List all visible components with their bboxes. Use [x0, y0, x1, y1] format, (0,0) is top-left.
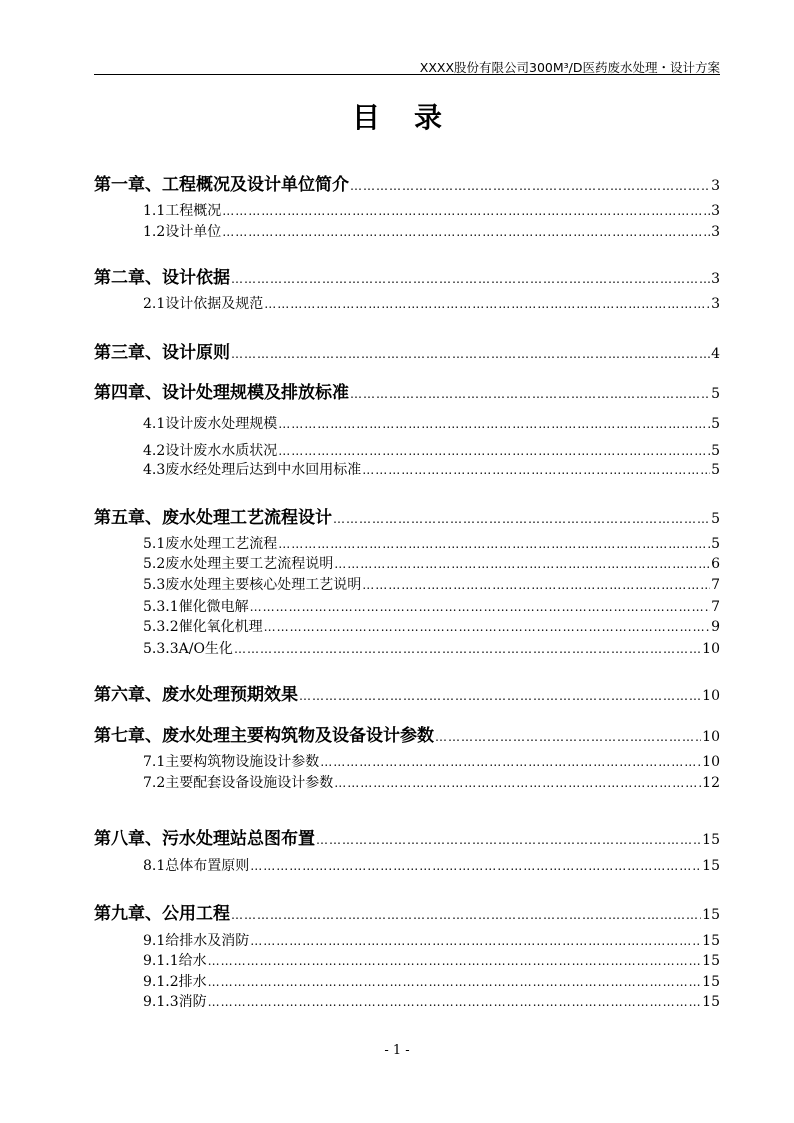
toc-entry-label: 第四章、设计处理规模及排放标准: [94, 383, 349, 403]
toc-entry-label: 主要构筑物设施设计参数: [165, 754, 320, 770]
toc-page-number: 3: [711, 224, 720, 240]
toc-page-number: 7: [711, 599, 720, 615]
toc-entry-label: 催化微电解: [178, 599, 249, 615]
toc-entry-number: 9.1.2: [143, 974, 179, 990]
toc-page-number: 10: [702, 688, 720, 704]
dot-leader: [231, 272, 710, 286]
toc-chapter-entry[interactable]: [94, 338, 720, 363]
toc-entry-number: 5.3: [143, 577, 166, 593]
toc-chapter-entry[interactable]: [94, 899, 720, 924]
toc-page-number: 10: [702, 729, 720, 745]
toc-page-number: 5: [711, 443, 720, 459]
toc-page-number: 10: [702, 641, 720, 657]
toc-section-entry[interactable]: [143, 440, 720, 460]
toc-page-number: 3: [711, 178, 720, 194]
toc-page-number: 3: [711, 296, 720, 312]
toc-chapter-entry[interactable]: [94, 263, 720, 288]
toc-chapter-entry[interactable]: [94, 824, 720, 849]
toc-section-entry[interactable]: [143, 930, 720, 950]
toc-page-number: 12: [702, 775, 720, 791]
toc-section-entry[interactable]: [143, 200, 720, 220]
toc-entry-label: 第五章、废水处理工艺流程设计: [94, 508, 332, 528]
toc-entry-number: 9.1.3: [143, 994, 179, 1010]
toc-section-entry[interactable]: [143, 950, 720, 970]
toc-entry-label: 废水处理工艺流程: [165, 536, 278, 552]
toc-page-number: 5: [711, 536, 720, 552]
toc-entry-label: 第九章、公用工程: [94, 904, 230, 924]
toc-entry-label: 主要配套设备设施设计参数: [165, 775, 334, 791]
toc-section-entry[interactable]: [143, 772, 720, 792]
toc-entry-label: 给排水及消防: [165, 933, 250, 949]
running-header: XXXX股份有限公司300M³/D医药废水处理・设计方案: [419, 60, 720, 75]
toc-section-entry[interactable]: [143, 616, 720, 636]
toc-entry-label: 第七章、废水处理主要构筑物及设备设计参数: [94, 726, 434, 746]
toc-page-number: 3: [711, 203, 720, 219]
dot-leader: [316, 833, 701, 847]
dot-leader: [250, 600, 710, 614]
toc-chapter-entry[interactable]: [94, 503, 720, 528]
toc-entry-number: 1.1: [143, 203, 166, 219]
toc-section-entry[interactable]: [143, 293, 720, 313]
toc-entry-label: 废水经处理后达到中水回用标准: [165, 462, 362, 478]
toc-entry-number: 5.3.2: [143, 619, 179, 635]
toc-section-entry[interactable]: [143, 971, 720, 991]
toc-section-entry[interactable]: [143, 553, 720, 573]
toc-chapter-entry[interactable]: [94, 680, 720, 705]
toc-section-entry[interactable]: [143, 596, 720, 616]
toc-entry-number: 5.3.3: [143, 641, 179, 657]
toc-page-number: 15: [702, 953, 720, 969]
toc-entry-number: 7.1: [143, 754, 166, 770]
toc-page-number: 5: [711, 416, 720, 432]
toc-section-entry[interactable]: [143, 638, 720, 658]
toc-entry-label: 给水: [178, 953, 207, 969]
toc-page-number: 7: [711, 577, 720, 593]
toc-page-number: 15: [702, 907, 720, 923]
toc-entry-number: 9.1.1: [143, 953, 179, 969]
toc-page-number: 5: [711, 511, 720, 527]
toc-entry-label: 第六章、废水处理预期效果: [94, 685, 298, 705]
toc-entry-number: 4.3: [143, 462, 166, 478]
toc-section-entry[interactable]: [143, 751, 720, 771]
toc-page-number: 9: [711, 619, 720, 635]
dot-leader: [264, 297, 710, 311]
toc-entry-number: 5.1: [143, 536, 166, 552]
page-number: - 1 -: [384, 1043, 410, 1058]
toc-entry-label: 第八章、污水处理站总图布置: [94, 829, 315, 849]
toc-section-entry[interactable]: [143, 855, 720, 875]
toc-title: 目录: [351, 101, 476, 134]
dot-leader: [231, 347, 710, 361]
toc-entry-label: 设计废水水质状况: [165, 443, 278, 459]
dot-leader: [362, 578, 710, 592]
toc-page-number: 15: [702, 832, 720, 848]
toc-section-entry[interactable]: [143, 459, 720, 479]
toc-entry-label: 排水: [178, 974, 207, 990]
dot-leader: [208, 975, 702, 989]
toc-page-number: 15: [702, 994, 720, 1010]
toc-entry-number: 7.2: [143, 775, 166, 791]
dot-leader: [350, 387, 710, 401]
toc-entry-label: 第三章、设计原则: [94, 343, 230, 363]
toc-page-number: 6: [711, 556, 720, 572]
dot-leader: [333, 512, 710, 526]
toc-entry-number: 5.3.1: [143, 599, 179, 615]
toc-page-number: 5: [711, 386, 720, 402]
toc-section-entry[interactable]: [143, 574, 720, 594]
toc-entry-label: A/O生化: [178, 641, 233, 657]
toc-page-number: 15: [702, 974, 720, 990]
toc-entry-label: 消防: [178, 994, 207, 1010]
dot-leader: [278, 417, 710, 431]
toc-page-number: 4: [711, 346, 720, 362]
dot-leader: [278, 537, 710, 551]
toc-entry-label: 工程概况: [165, 203, 222, 219]
dot-leader: [234, 642, 701, 656]
dot-leader: [250, 859, 701, 873]
toc-entry-label: 第一章、工程概况及设计单位简介: [94, 175, 349, 195]
dot-leader: [250, 934, 701, 948]
dot-leader: [231, 908, 701, 922]
dot-leader: [208, 954, 702, 968]
dot-leader: [350, 179, 710, 193]
toc-section-entry[interactable]: [143, 533, 720, 553]
toc-entry-label: 设计废水处理规模: [165, 416, 278, 432]
toc-entry-number: 2.1: [143, 296, 166, 312]
dot-leader: [208, 995, 702, 1009]
toc-entry-label: 废水处理主要工艺流程说明: [165, 556, 334, 572]
dot-leader: [362, 463, 710, 477]
dot-leader: [222, 204, 710, 218]
toc-chapter-entry[interactable]: [94, 721, 720, 746]
toc-entry-number: 1.2: [143, 224, 166, 240]
toc-entry-label: 废水处理主要核心处理工艺说明: [165, 577, 362, 593]
toc-page-number: 3: [711, 271, 720, 287]
toc-chapter-entry[interactable]: [94, 378, 720, 403]
toc-page-number: 15: [702, 858, 720, 874]
toc-section-entry[interactable]: [143, 991, 720, 1011]
dot-leader: [334, 557, 710, 571]
toc-entry-number: 4.1: [143, 416, 166, 432]
dot-leader: [320, 755, 701, 769]
toc-entry-label: 设计依据及规范: [165, 296, 264, 312]
dot-leader: [264, 620, 710, 634]
toc-section-entry[interactable]: [143, 221, 720, 241]
toc-entry-number: 5.2: [143, 556, 166, 572]
toc-entry-label: 设计单位: [165, 224, 222, 240]
dot-leader: [299, 689, 701, 703]
toc-entry-number: 8.1: [143, 858, 166, 874]
toc-entry-label: 催化氧化机理: [178, 619, 263, 635]
dot-leader: [222, 225, 710, 239]
dot-leader: [334, 776, 701, 790]
dot-leader: [278, 444, 710, 458]
toc-entry-label: 总体布置原则: [165, 858, 250, 874]
toc-entry-label: 第二章、设计依据: [94, 268, 230, 288]
dot-leader: [435, 730, 701, 744]
toc-entry-number: 4.2: [143, 443, 166, 459]
toc-page-number: 10: [702, 754, 720, 770]
toc-entry-number: 9.1: [143, 933, 166, 949]
toc-page-number: 5: [711, 462, 720, 478]
toc-chapter-entry[interactable]: [94, 170, 720, 195]
toc-page-number: 15: [702, 933, 720, 949]
toc-section-entry[interactable]: [143, 413, 720, 433]
